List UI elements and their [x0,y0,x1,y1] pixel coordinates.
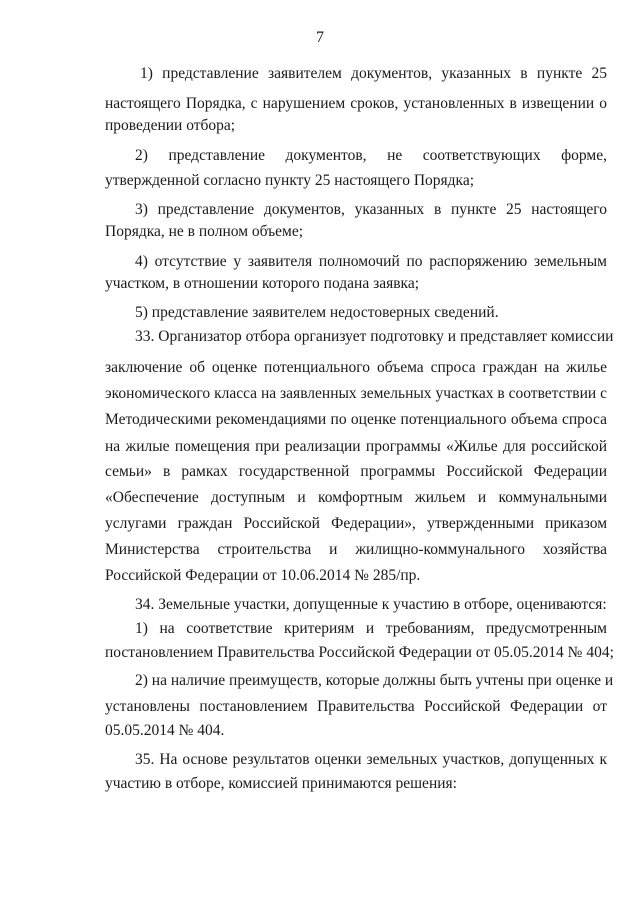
text-line: Порядка, не в полном объеме; [105,223,304,240]
text-line: 35. На основе результатов оценки земельных участков, допущенных к [135,751,607,768]
text-line: экономического класса на заявленных земельных участках в соответствии с [105,385,607,402]
text-line: 34. Земельные участки, допущенные к участию в отборе, оцениваются: [135,596,607,613]
text-line: 33. Организатор отбора организует подготовку и представляет комиссии [135,328,614,345]
text-line: заключение об оценке потенциального объема спроса граждан на жилье [105,359,607,376]
text-line: постановлением Правительства Российской Федерации от 05.05.2014 № 404; [105,644,614,661]
text-line: участию в отборе, комиссией принимаются решения: [105,775,457,792]
text-line: 2) на наличие преимуществ, которые должны быть учтены при оценке и [135,672,614,689]
text-line: «Обеспечение доступным и комфортным жильем и коммунальными [105,489,607,506]
text-line: 1) представление заявителем документов, указанных в пункте 25 [140,65,607,82]
text-line: 1) на соответствие критериям и требованиям, предусмотренным [135,620,607,637]
text-line: Российской Федерации от 10.06.2014 № 285/пр. [105,567,421,584]
text-line: 05.05.2014 № 404. [105,722,225,739]
text-line: 4) отсутствие у заявителя полномочий по распоряжению земельным [135,253,607,270]
text-line: установлены постановлением Правительства Российской Федерации от [105,698,607,715]
text-line: 2) представление документов, не соответствующих форме, [135,147,607,164]
text-line: Министерства строительства и жилищно-коммунального хозяйства [105,541,607,558]
text-line: 3) представление документов, указанных в пункте 25 настоящего [135,201,607,218]
page-number: 7 [316,29,324,46]
text-line: 5) представление заявителем недостоверных сведений. [135,304,499,321]
text-line: услугами граждан Российской Федерации», утвержденными приказом [105,515,607,532]
text-line: участком, в отношении которого подана заявка; [105,275,420,292]
text-line: утвержденной согласно пункту 25 настоящего Порядка; [105,172,475,189]
text-line: Методическими рекомендациями по оценке потенциального объема спроса [105,411,607,428]
text-line: настоящего Порядка, с нарушением сроков, установленных в извещении о [105,95,607,112]
text-line: на жилые помещения при реализации программы «Жилье для российской [105,438,607,455]
text-line: проведении отбора; [105,117,236,134]
text-line: семьи» в рамках государственной программы Российской Федерации [105,463,607,480]
